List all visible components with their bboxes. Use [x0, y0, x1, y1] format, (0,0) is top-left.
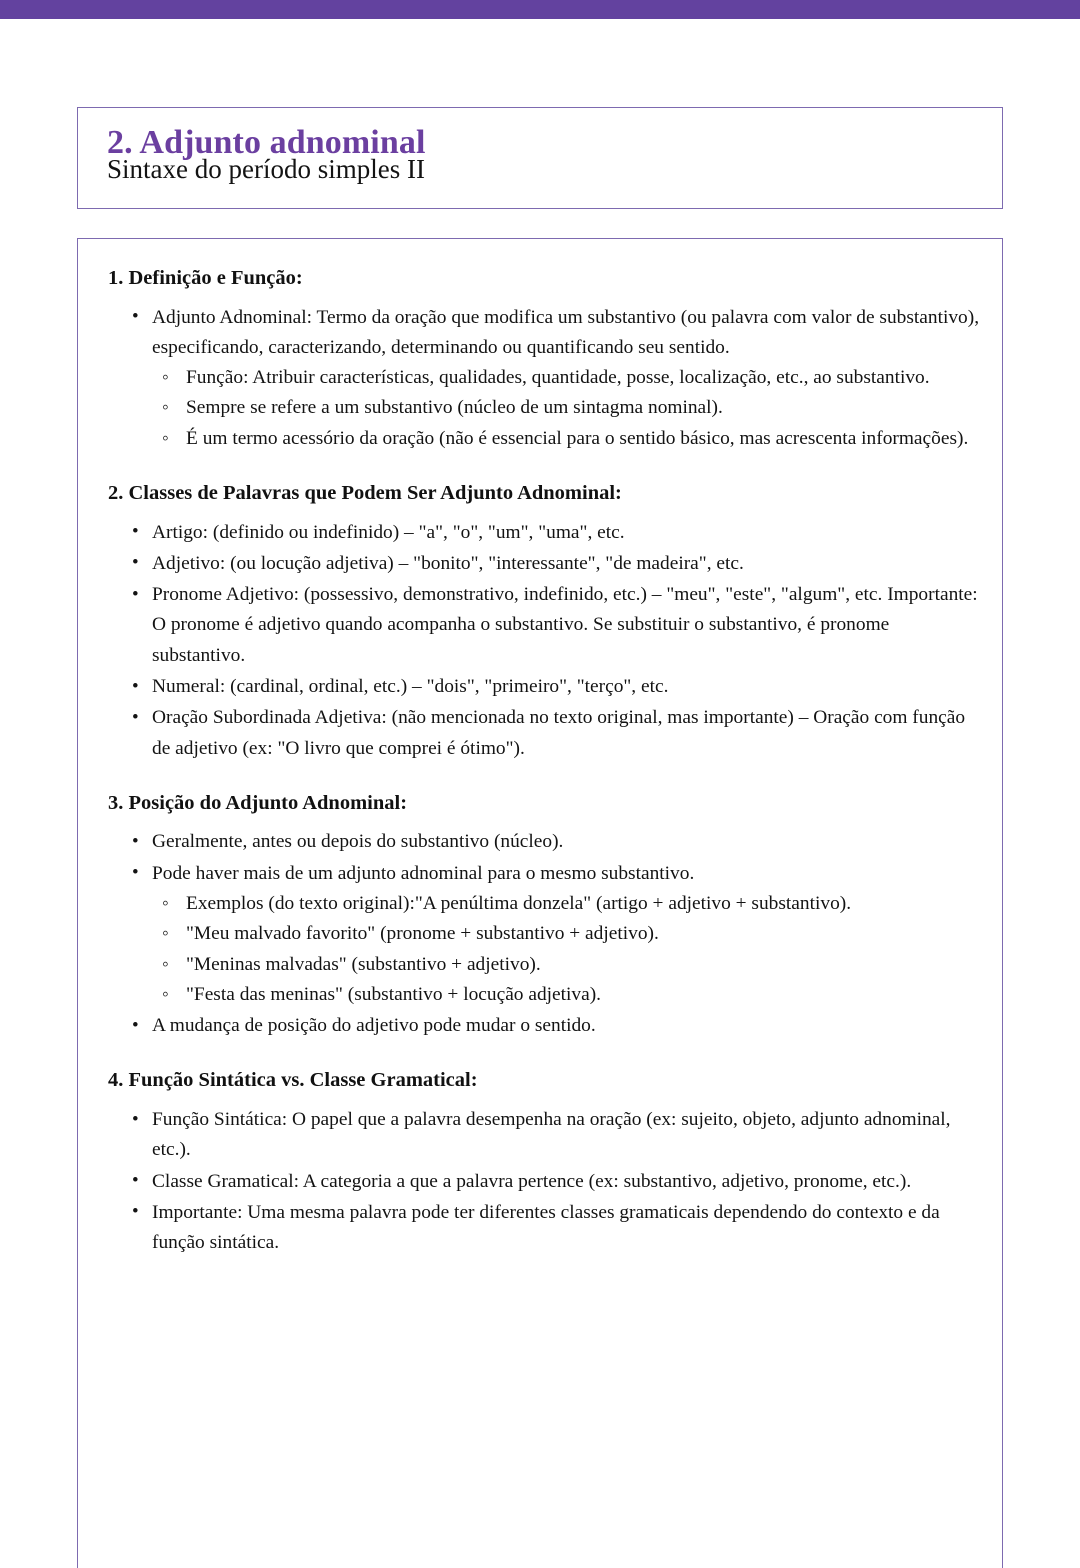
list-item-text: • A mudança de posição do adjetivo pode mudar o sentido.	[152, 1011, 980, 1041]
list-item	[108, 1011, 980, 1041]
list-item-text: • Adjetivo: (ou locução adjetiva) – "bonito", "interessante", "de madeira", etc.	[152, 549, 980, 579]
bullet-list	[108, 827, 980, 1041]
list-item	[108, 1105, 980, 1166]
section	[108, 1067, 980, 1258]
sub-list-item	[152, 363, 980, 393]
sub-list-item-text: ◦ "Meninas malvadas" (substantivo + adjetivo).	[186, 950, 980, 980]
list-item-text: • Adjunto Adnominal: Termo da oração que modifica um substantivo (ou palavra com valor de substantivo), especificando, caracterizando, determinando ou quantificando seu sentido.	[152, 303, 980, 364]
bullet-list	[108, 518, 980, 764]
sub-list-item-text: ◦ Sempre se refere a um substantivo (núcleo de um sintagma nominal).	[186, 393, 980, 423]
sub-bullet-list	[152, 889, 980, 1010]
sub-list-item-text: ◦ "Festa das meninas" (substantivo + locução adjetiva).	[186, 980, 980, 1010]
sub-list-item	[152, 424, 980, 454]
list-item	[108, 549, 980, 579]
section	[108, 790, 980, 1042]
list-item-text: • Pronome Adjetivo: (possessivo, demonstrativo, indefinido, etc.) – "meu", "este", "algum", etc. Importante: O pronome é adjetivo quando acompanha o substantivo. Se substituir o substantivo, é pronome substantivo.	[152, 580, 980, 671]
list-item-text: • Artigo: (definido ou indefinido) – "a", "o", "um", "uma", etc.	[152, 518, 980, 548]
sub-list-item-text: ◦ "Meu malvado favorito" (pronome + substantivo + adjetivo).	[186, 919, 980, 949]
list-item-text: • Pode haver mais de um adjunto adnominal para o mesmo substantivo.	[152, 859, 980, 889]
document-header-inner	[78, 108, 1002, 183]
list-item	[108, 827, 980, 857]
sub-list-item	[152, 393, 980, 423]
section-heading: 3. Posição do Adjunto Adnominal:	[108, 791, 408, 814]
sub-list-item-text: ◦ Função: Atribuir características, qualidades, quantidade, posse, localização, etc., ao substantivo.	[186, 363, 980, 393]
sub-list-item	[152, 950, 980, 980]
sub-list-item	[152, 919, 980, 949]
document-page	[0, 19, 1080, 1528]
list-item	[108, 580, 980, 671]
section	[108, 265, 980, 454]
sub-list-item	[152, 889, 980, 919]
list-item-text: • Geralmente, antes ou depois do substantivo (núcleo).	[152, 827, 980, 857]
top-accent-bar	[0, 0, 1080, 21]
page-subtitle: Sintaxe do período simples II	[107, 154, 425, 184]
list-item	[108, 1167, 980, 1197]
document-header-card	[77, 107, 1003, 209]
sections-container	[78, 239, 1002, 1258]
section	[108, 480, 980, 764]
list-item	[108, 703, 980, 764]
list-item-text: • Importante: Uma mesma palavra pode ter diferentes classes gramaticais dependendo do contexto e da função sintática.	[152, 1198, 980, 1259]
sub-list-item-text: ◦ Exemplos (do texto original):"A penúltima donzela" (artigo + adjetivo + substantivo).	[186, 889, 980, 919]
page-title: 2. Adjunto adnominal	[107, 124, 426, 161]
list-item	[108, 672, 980, 702]
list-item-text: • Oração Subordinada Adjetiva: (não mencionada no texto original, mas importante) – Oração com função de adjetivo (ex: "O livro que comprei é ótimo").	[152, 703, 980, 764]
document-content-card	[77, 238, 1003, 1568]
list-item	[108, 518, 980, 548]
list-item	[108, 303, 980, 454]
sub-list-item-text: ◦ É um termo acessório da oração (não é essencial para o sentido básico, mas acrescenta informações).	[186, 424, 980, 454]
section-heading: 4. Função Sintática vs. Classe Gramatical:	[108, 1069, 478, 1092]
sub-bullet-list	[152, 363, 980, 454]
bullet-list	[108, 303, 980, 454]
section-heading: 1. Definição e Função:	[108, 267, 303, 289]
list-item-text: • Função Sintática: O papel que a palavra desempenha na oração (ex: sujeito, objeto, adjunto adnominal, etc.).	[152, 1105, 980, 1166]
sub-list-item	[152, 980, 980, 1010]
list-item-text: • Numeral: (cardinal, ordinal, etc.) – "dois", "primeiro", "terço", etc.	[152, 672, 980, 702]
list-item-text: • Classe Gramatical: A categoria a que a palavra pertence (ex: substantivo, adjetivo, pronome, etc.).	[152, 1167, 980, 1197]
list-item	[108, 859, 980, 1010]
list-item	[108, 1198, 980, 1259]
bullet-list	[108, 1105, 980, 1258]
section-heading: 2. Classes de Palavras que Podem Ser Adjunto Adnominal:	[108, 482, 622, 504]
